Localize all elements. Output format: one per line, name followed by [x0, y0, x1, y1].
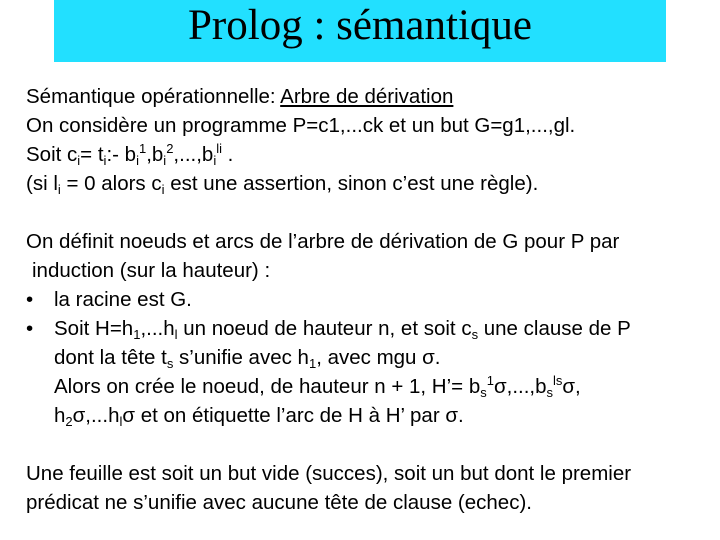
superscript: ls — [553, 373, 563, 388]
text-fragment: σ et on étiquette l’arc de H à H’ par σ. — [122, 404, 464, 427]
superscript: 2 — [166, 141, 174, 156]
subscript: i — [213, 153, 217, 168]
text-fragment: :- b — [106, 143, 137, 166]
leaf-definition-line: Une feuille est soit un but vide (succes), soit un but dont le premier — [26, 462, 632, 485]
definition-intro-line-2: induction (sur la hauteur) : — [32, 259, 271, 282]
superscript: 1 — [138, 141, 147, 156]
subscript: i — [163, 153, 167, 168]
subscript: i — [103, 153, 107, 168]
subscript: s — [480, 385, 487, 400]
text-fragment: σ,...h — [72, 404, 120, 427]
superscript: li — [216, 141, 222, 156]
subscript: s — [166, 356, 174, 371]
spacer — [26, 198, 720, 227]
bullet-text: la racine est G. — [54, 288, 192, 311]
subscript: i — [57, 182, 61, 197]
text-fragment: , avec mgu σ. — [316, 346, 441, 369]
text-fragment: h — [54, 404, 66, 427]
text-fragment: . — [221, 143, 234, 166]
text-fragment: (si l — [26, 172, 58, 195]
bullet-item-root — [26, 285, 720, 314]
heading-line — [26, 82, 720, 111]
subscript: l — [174, 327, 178, 342]
text-fragment: σ, — [562, 375, 581, 398]
spacer — [26, 430, 720, 459]
bullet-continuation-1 — [26, 343, 720, 372]
text-fragment: Soit c — [26, 143, 78, 166]
text-fragment: = t — [80, 143, 104, 166]
definition-intro-line: On définit noeuds et arcs de l’arbre de dérivation de G pour P par — [26, 230, 620, 253]
text-fragment: ,...h — [140, 317, 175, 340]
text-fragment: s’unifie avec h — [173, 346, 309, 369]
heading-prefix: Sémantique opérationnelle: — [26, 85, 281, 108]
slide-title: Prolog : sémantique — [188, 1, 532, 49]
text-fragment: ,b — [146, 143, 164, 166]
subscript: s — [546, 385, 553, 400]
subscript: i — [161, 182, 165, 197]
bullet-icon: • — [26, 317, 34, 340]
text-fragment: un noeud de hauteur n, et soit c — [177, 317, 472, 340]
text-fragment: = 0 alors c — [60, 172, 162, 195]
clause-definition-line — [26, 140, 720, 169]
subscript: 2 — [65, 414, 73, 429]
subscript: i — [136, 153, 139, 168]
program-line: On considère un programme P=c1,...ck et un but G=g1,...,gl. — [26, 114, 576, 137]
leaf-definition-line-2: prédicat ne s’unifie avec aucune tête de clause (echec). — [26, 491, 532, 514]
bullet-continuation-3 — [26, 401, 720, 430]
title-banner — [54, 0, 666, 62]
text-fragment: Soit H=h — [54, 317, 134, 340]
heading-link: Arbre de dérivation — [280, 85, 454, 108]
text-fragment: Alors on crée le noeud, de hauteur n + 1, H’= b — [54, 375, 481, 398]
bullet-continuation-2 — [26, 372, 720, 401]
text-fragment: dont la tête t — [54, 346, 167, 369]
text-fragment: une clause de P — [478, 317, 631, 340]
subscript: 1 — [133, 327, 141, 342]
superscript: 1 — [486, 373, 494, 388]
text-fragment: est une assertion, sinon c’est une règle). — [164, 172, 539, 195]
slide-body — [26, 82, 720, 517]
subscript: s — [471, 327, 479, 342]
subscript: i — [77, 153, 81, 168]
assertion-rule-line — [26, 169, 720, 198]
subscript: l — [119, 414, 123, 429]
bullet-item-induction — [26, 314, 720, 343]
subscript: 1 — [308, 356, 317, 371]
text-fragment: σ,...,b — [493, 375, 547, 398]
bullet-icon: • — [26, 288, 34, 311]
text-fragment: ,...,b — [173, 143, 214, 166]
